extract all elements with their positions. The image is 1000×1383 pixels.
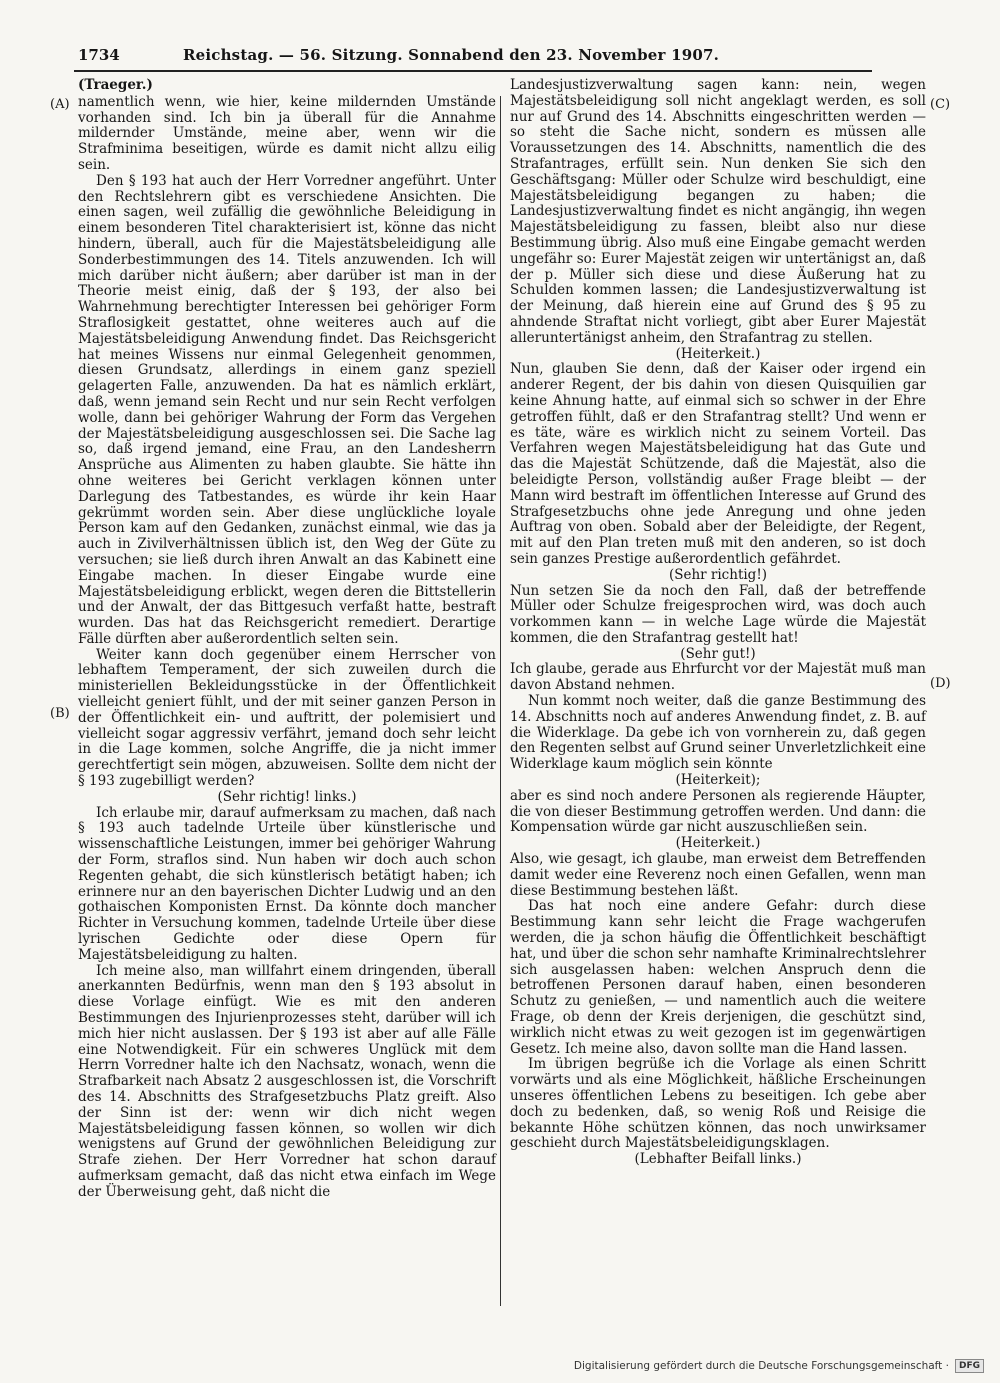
paragraph: Landesjustizverwaltung sagen kann: nein, wegen Majestätsbeleidigung soll nicht angeklagt werden, es soll nur auf Grund des 14. Abschnitts eingeschritten werden — so steht die Sache nicht, sondern es müssen alle Voraussetzungen des 14. Abschnitts, namentlich die des Strafantrages, erfüllt sein. Nun denken Sie sich den Geschäftsgang: Müller oder Schulze wird beschuldigt, eine Majestätsbeleidigung begangen zu haben; die Landesjustizverwaltung findet es nicht angängig, ihn wegen Majestätsbeleidigung zu fassen, bleibt also nur diese Bestimmung übrig. Also muß eine Eingabe gemacht werden ungefähr so: Eurer Majestät zeigen wir untertänigst an, daß der p. Müller sich diese und diese Äußerung hat zu Schulden kommen lassen; die Landesjustizverwaltung ist der Meinung, daß hierein eine auf Grund des § 95 zu ahndende Straftat nicht vorliegt, gibt aber Eurer Majestät alleruntertänigst anheim, den Strafantrag zu stellen.	[510, 77, 926, 346]
margin-mark-d: (D)	[930, 676, 951, 691]
interjection: (Sehr richtig!)	[668, 566, 768, 583]
paragraph: Ich meine also, man willfahrt einem dringenden, überall anerkannten Bedürfnis, wenn man den § 193 absolut in diese Vorlage einfügt. Wie es mit den anderen Bestimmungen des Injurienprozesses steht, darüber will ich mich hier nicht auslassen. Der § 193 ist aber auf alle Fälle eine Notwendigkeit. Für ein schweres Unglück mit dem Herrn Vorredner halte ich den Nachsatz, wonach, wenn die Strafbarkeit nach Absatz 2 ausgeschlossen ist, die Vorschrift des 14. Abschnitts des Strafgesetzbuchs Platz greift. Also der Sinn ist der: wenn wir dich nicht wegen Majestätsbeleidigung fassen können, so wollen wir dich wenigstens auf Grund der gewöhnlichen Beleidigung zur Strafe ziehen. Der Herr Vorredner hat schon darauf aufmerksam gemacht, daß das nicht etwa einfach im Wege der Überweisung geht, daß nicht die	[78, 962, 496, 1200]
right-column	[510, 78, 926, 1168]
page-number: 1734	[78, 46, 120, 64]
dfg-logo: DFG	[955, 1359, 984, 1373]
interjection: (Heiterkeit.)	[675, 835, 761, 852]
interjection: (Heiterkeit);	[675, 772, 761, 789]
interjection: (Heiterkeit.)	[675, 345, 761, 362]
paragraph: Nun kommt noch weiter, daß die ganze Bestimmung des 14. Abschnitts noch auf anderes Anwendung findet, z. B. auf die Widerklage. Da gebe ich von vornherein zu, daß gegen den Regenten selbst auf Grund seiner Unverletzlichkeit eine Widerklage kaum möglich sein könnte	[510, 693, 926, 773]
margin-mark-c: (C)	[930, 97, 951, 112]
footer	[574, 1359, 984, 1373]
paragraph: Weiter kann doch gegenüber einem Herrscher von lebhaftem Temperament, der sich zuweilen durch die ministeriellen Bekleidungsstücke in der Öffentlichkeit vielleicht geniert fühlt, und der mit seiner ganzen Person in der Öffentlichkeit ein- und auftritt, der polemisiert und vielleicht sogar aggressiv verfährt, jemand doch sehr leicht in die Lage kommen, solche Angriffe, die ja nicht immer gerechtfertigt sein mögen, abzuweisen. Sollte dem nicht der § 193 zugebilligt werden?	[78, 646, 496, 790]
paragraph: Also, wie gesagt, ich glaube, man erweist dem Betreffenden damit weder eine Reverenz noch einen Gefallen, wenn man diese Bestimmung bestehen läßt.	[510, 851, 926, 899]
column-divider	[500, 96, 501, 1306]
left-column	[78, 78, 496, 1201]
paragraph: Ich glaube, gerade aus Ehrfurcht vor der Majestät muß man davon Abstand nehmen.	[510, 661, 926, 694]
paragraph: Das hat noch eine andere Gefahr: durch diese Bestimmung kann sehr leicht die Frage wachgerufen werden, die ja schon häufig die Öffentlichkeit beschäftigt hat, und über die schon sehr namhafte Kriminalrechtslehrer sich ausgelassen haben: welchen Anspruch denn die betroffenen Personen darauf haben, einen besonderen Schutz zu genießen, — und namentlich auch die weitere Frage, ob denn der Kreis derjenigen, die geschützt sind, wirklich nicht etwas zu weit gezogen ist im gegenwärtigen Gesetz. Ich meine also, davon sollte man die Hand lassen.	[510, 898, 926, 1057]
header-rule	[74, 70, 872, 72]
paragraph: Nun setzen Sie da noch den Fall, daß der betreffende Müller oder Schulze freigesprochen wird, was doch auch vorkommen kann — in welche Lage würde die Majestät kommen, die den Strafantrag gestellt hat!	[510, 582, 926, 646]
paragraph: Den § 193 hat auch der Herr Vorredner angeführt. Unter den Rechtslehrern gibt es verschiedene Ansichten. Die einen sagen, weil zufällig die gewöhnliche Beleidigung in einem besonderen Titel charakterisiert ist, könne das nicht hindern, überall, auch für die Majestätsbeleidigung alle Sonderbestimmungen des 14. Titels anzuwenden. Ich will mich darüber nicht äußern; aber darüber ist man in der Theorie meist einig, daß der § 193, der also bei Wahrnehmung berechtigter Interessen bei gehöriger Form Straflosigkeit gestattet, ohne weiteres auch auf die Majestätsbeleidigung Anwendung findet. Das Reichsgericht hat meines Wissens nur einmal Gelegenheit genommen, diesen Grundsatz, allerdings in einem ganz speziell gelagerten Falle, anzuwenden. Da hat es nämlich erklärt, daß, wenn jemand sein Recht und nur sein Recht verfolgen wolle, dann bei gehöriger Wahrung der Form das Vergehen der Majestätsbeleidigung ausgeschlossen sei. Die Sache lag so, daß irgend jemand, eine Frau, an den Landesherrn Ansprüche aus Alimenten zu haben glaubte. Sie hätte ihn ohne weiteres bei Gericht verklagen können unter Darlegung des Tatbestandes, es würde ihr kein Haar gekrümmt worden sein. Aber diese unglückliche loyale Person kam auf den Gedanken, zunächst einmal, wie das ja auch in Zivilverhältnissen üblich ist, den Weg der Güte zu versuchen; sie ließ durch ihren Anwalt an das Kabinett eine Eingabe machen. In dieser Eingabe wurde eine Majestätsbeleidigung erblickt, wegen deren die Bittstellerin und der Anwalt, der das Bittgesuch verfaßt hatte, bestraft wurden. Das hat das Reichsgericht remediert. Derartige Fälle dürften aber außerordentlich selten sein.	[78, 172, 496, 647]
paragraph: Ich erlaube mir, darauf aufmerksam zu machen, daß nach § 193 auch tadelnde Urteile über künstlerische und wissenschaftliche Leistungen, immer bei gehöriger Wahrung der Form, straflos sind. Nun haben wir doch auch schon Regenten gehabt, die sich künstlerisch betätigt haben; ich erinnere nur an den bayerischen Dichter Ludwig und an den gothaischen Komponisten Ernst. Da könnte doch mancher Richter in Versuchung kommen, tadelnde Urteile über diese lyrischen Gedichte oder diese Opern für Majestätsbeleidigung zu halten.	[78, 804, 496, 963]
interjection: (Sehr gut!)	[680, 645, 756, 662]
footer-credit: Digitalisierung gefördert durch die Deutsche Forschungsgemeinschaft ·	[573, 1360, 949, 1372]
paragraph: aber es sind noch andere Personen als regierende Häupter, die von dieser Bestimmung getroffen werden. Und dann: die Kompensation würde gar nicht auszuschließen sein.	[510, 787, 926, 836]
page-title: Reichstag. — 56. Sitzung. Sonnabend den 23. November 1907.	[182, 46, 720, 64]
paragraph: Nun, glauben Sie denn, daß der Kaiser oder irgend ein anderer Regent, der bis dahin von diesen Quisquilien gar keine Ahnung hatte, auf einmal sich so schwer in der Ehre getroffen fühlt, daß er den Strafantrag stellt? Und wenn er es täte, wäre es wirklich nicht zu seinem Vorteil. Das Verfahren wegen Majestätsbeleidigung hat das Gute und das die Majestät Schützende, daß die Majestät, also die beleidigte Person, vollständig außer Frage bleibt — der Mann wird bestraft im öffentlichen Interesse auf Grund des Strafgesetzbuchs ohne jede Anregung und ohne jeden Auftrag von oben. Sobald aber der Beleidigte, der Regent, mit auf den Plan treten muß mit den anderen, so ist doch sein ganzes Prestige außerordentlich gefährdet.	[510, 361, 926, 567]
paragraph: namentlich wenn, wie hier, keine mildernden Umstände vorhanden sind. Ich bin ja überall für die Annahme mildernder Umstände, meine aber, wenn wir die Strafminima beseitigen, würde es damit nicht allzu eilig sein.	[78, 93, 496, 173]
interjection: (Sehr richtig! links.)	[217, 788, 357, 805]
margin-mark-a: (A)	[50, 97, 70, 112]
margin-mark-b: (B)	[50, 706, 70, 721]
speaker-name: (Traeger.)	[78, 77, 153, 93]
paragraph: Im übrigen begrüße ich die Vorlage als einen Schritt vorwärts und als eine Möglichkeit, häßliche Erscheinungen unseres öffentlichen Lebens zu beseitigen. Ich gebe aber doch zu bedenken, daß, so wenig Roß und Reisige die bekannte Höhe schützen können, das noch unwirksamer geschieht durch Majestätsbeleidigungsklagen.	[510, 1056, 926, 1152]
interjection: (Lebhafter Beifall links.)	[634, 1151, 802, 1168]
page-header	[78, 46, 754, 70]
